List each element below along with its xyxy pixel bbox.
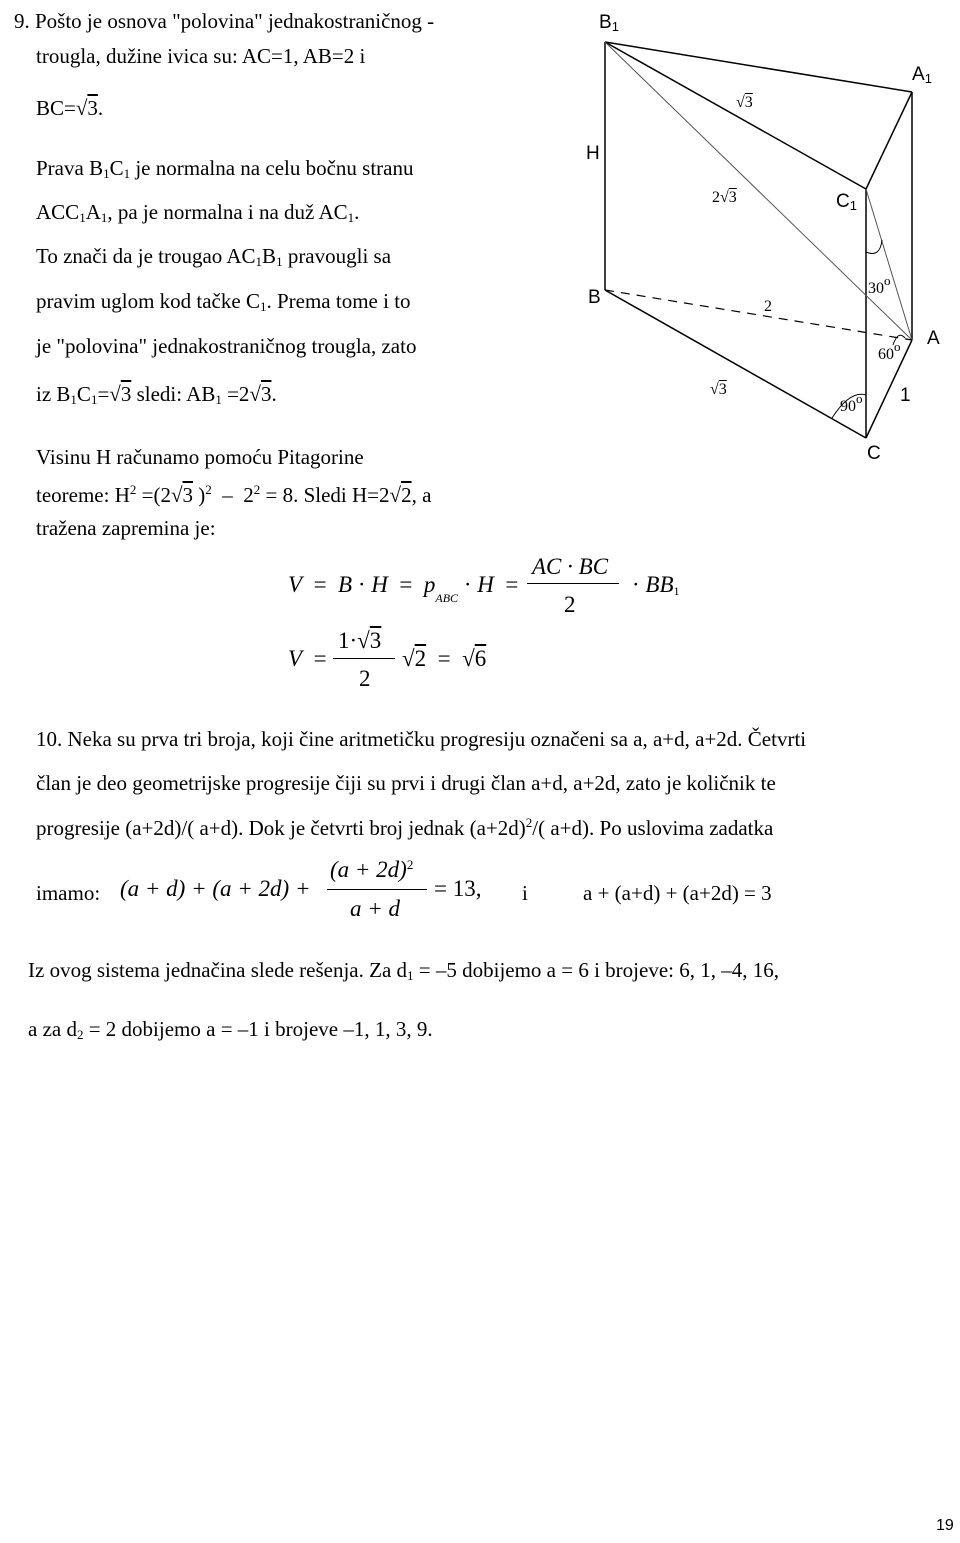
volume-formula-2-den: 2	[359, 666, 371, 691]
label-C1: $C_1$	[836, 191, 857, 213]
label-top-edge: √3	[736, 94, 753, 111]
p9-line-7: pravim uglom kod tačke $C_1$. Prema tome i to	[36, 289, 411, 314]
volume-fraction-numerator: AC · BC	[532, 554, 609, 579]
label-B: B	[588, 287, 601, 308]
p9-line-8: je "polovina" jednakostraničnog trougla, zato	[36, 334, 417, 358]
label-H: H	[586, 143, 600, 164]
edge-B1-C1	[605, 42, 866, 189]
p9-line-1: 9. Pošto je osnova "polovina" jednakostraničnog -	[14, 9, 435, 33]
label-angle-30: 30$^o$	[868, 273, 891, 297]
label-C: C	[867, 443, 881, 464]
p10-line-5: a za $d_2 = 2$ dobijemo a = –1 i brojeve –1, 1, 3, 9.	[28, 1017, 433, 1042]
p9-line-3: BC=√3.	[36, 96, 104, 120]
p9-line-10: Visinu H računamo pomoću Pitagorine	[36, 445, 364, 469]
p10-line-4: Iz ovog sistema jednačina slede rešenja. Za $d_1 = -5$ dobijemo a = 6 i brojeve: 6, 1, –4, 16,	[28, 958, 779, 983]
label-base-edge: 2	[764, 298, 772, 315]
arc-30	[866, 240, 882, 254]
p9-line-9: iz $B_1C_1=√3$ sledi: $AB_1 =2√3$.	[36, 382, 277, 407]
edge-A1-C1	[866, 92, 912, 189]
label-angle-90: 90$^o$	[840, 391, 863, 415]
label-A: A	[927, 328, 940, 349]
p10-line-1: 10. Neka su prva tri broja, koji čine aritmetičku progresiju označeni sa a, a+d, a+2d. Četvrti	[36, 727, 807, 751]
label-angle-60: 60$^o$	[878, 339, 901, 363]
volume-formula-2-result: √2 = √6	[402, 646, 487, 671]
label-diagonal: 2√3	[712, 189, 737, 206]
p9-line-5: $ACC_1A_1$, pa je normalna i na duž $AC_1$.	[36, 200, 360, 225]
p10-eq-right: = 13,	[434, 876, 482, 901]
p9-line-2: trougla, dužine ivica su: AC=1, AB=2 i	[36, 44, 366, 68]
volume-fraction-denominator: 2	[564, 592, 576, 617]
volume-formula-2-bar	[333, 658, 395, 659]
p10-eq-2: a + (a+d) + (a+2d) = 3	[583, 881, 772, 905]
volume-formula-2-num: 1·√3	[338, 628, 382, 653]
p10-eq-frac-num: $(a + 2d)^2$	[330, 857, 414, 882]
p10-eq-frac-bar	[327, 889, 427, 890]
p9-line-11: teoreme: $H^2 =(2√3$ )$^2 - 2^2 = 8$. Sledi H=2√2, a	[36, 482, 432, 507]
p9-line-4: Prava $B_1C_1$ je normalna na celu bočnu stranu	[36, 156, 414, 181]
label-right-edge: 1	[900, 385, 911, 406]
volume-formula-2-V: V =	[288, 646, 327, 671]
p10-line-2: član je deo geometrijske progresije čiji su prvi i drugi član a+d, a+2d, zato je količnik te	[36, 771, 776, 795]
volume-formula-1: $V = B \cdot H = p_{ABC} \cdot H$ =	[288, 572, 519, 605]
edge-B-C	[605, 290, 866, 438]
p10-eq-left: (a + d) + (a + 2d) +	[120, 876, 311, 901]
p10-eq-i: i	[522, 881, 528, 905]
edge-B1-A1	[605, 42, 912, 92]
p10-eq-frac-den: a + d	[350, 896, 401, 921]
p10-imamo: imamo:	[36, 881, 101, 905]
label-A1: $A_1$	[912, 64, 932, 86]
p9-line-6: To znači da je trougao $AC_1B_1$ pravougli sa	[36, 244, 392, 269]
volume-BB1: · $BB_1$	[632, 572, 680, 598]
label-B1: $B_1$	[599, 12, 619, 34]
p9-line-12: tražena zapremina je:	[36, 516, 216, 540]
label-left-edge: √3	[710, 381, 727, 398]
page-number: 19	[936, 1517, 954, 1534]
volume-fraction-bar	[527, 583, 619, 584]
p10-line-3: progresije (a+2d)/( a+d). Dok je četvrti broj jednak $(a+2d)^2/$( a+d). Po uslovima zadatka	[36, 815, 774, 840]
